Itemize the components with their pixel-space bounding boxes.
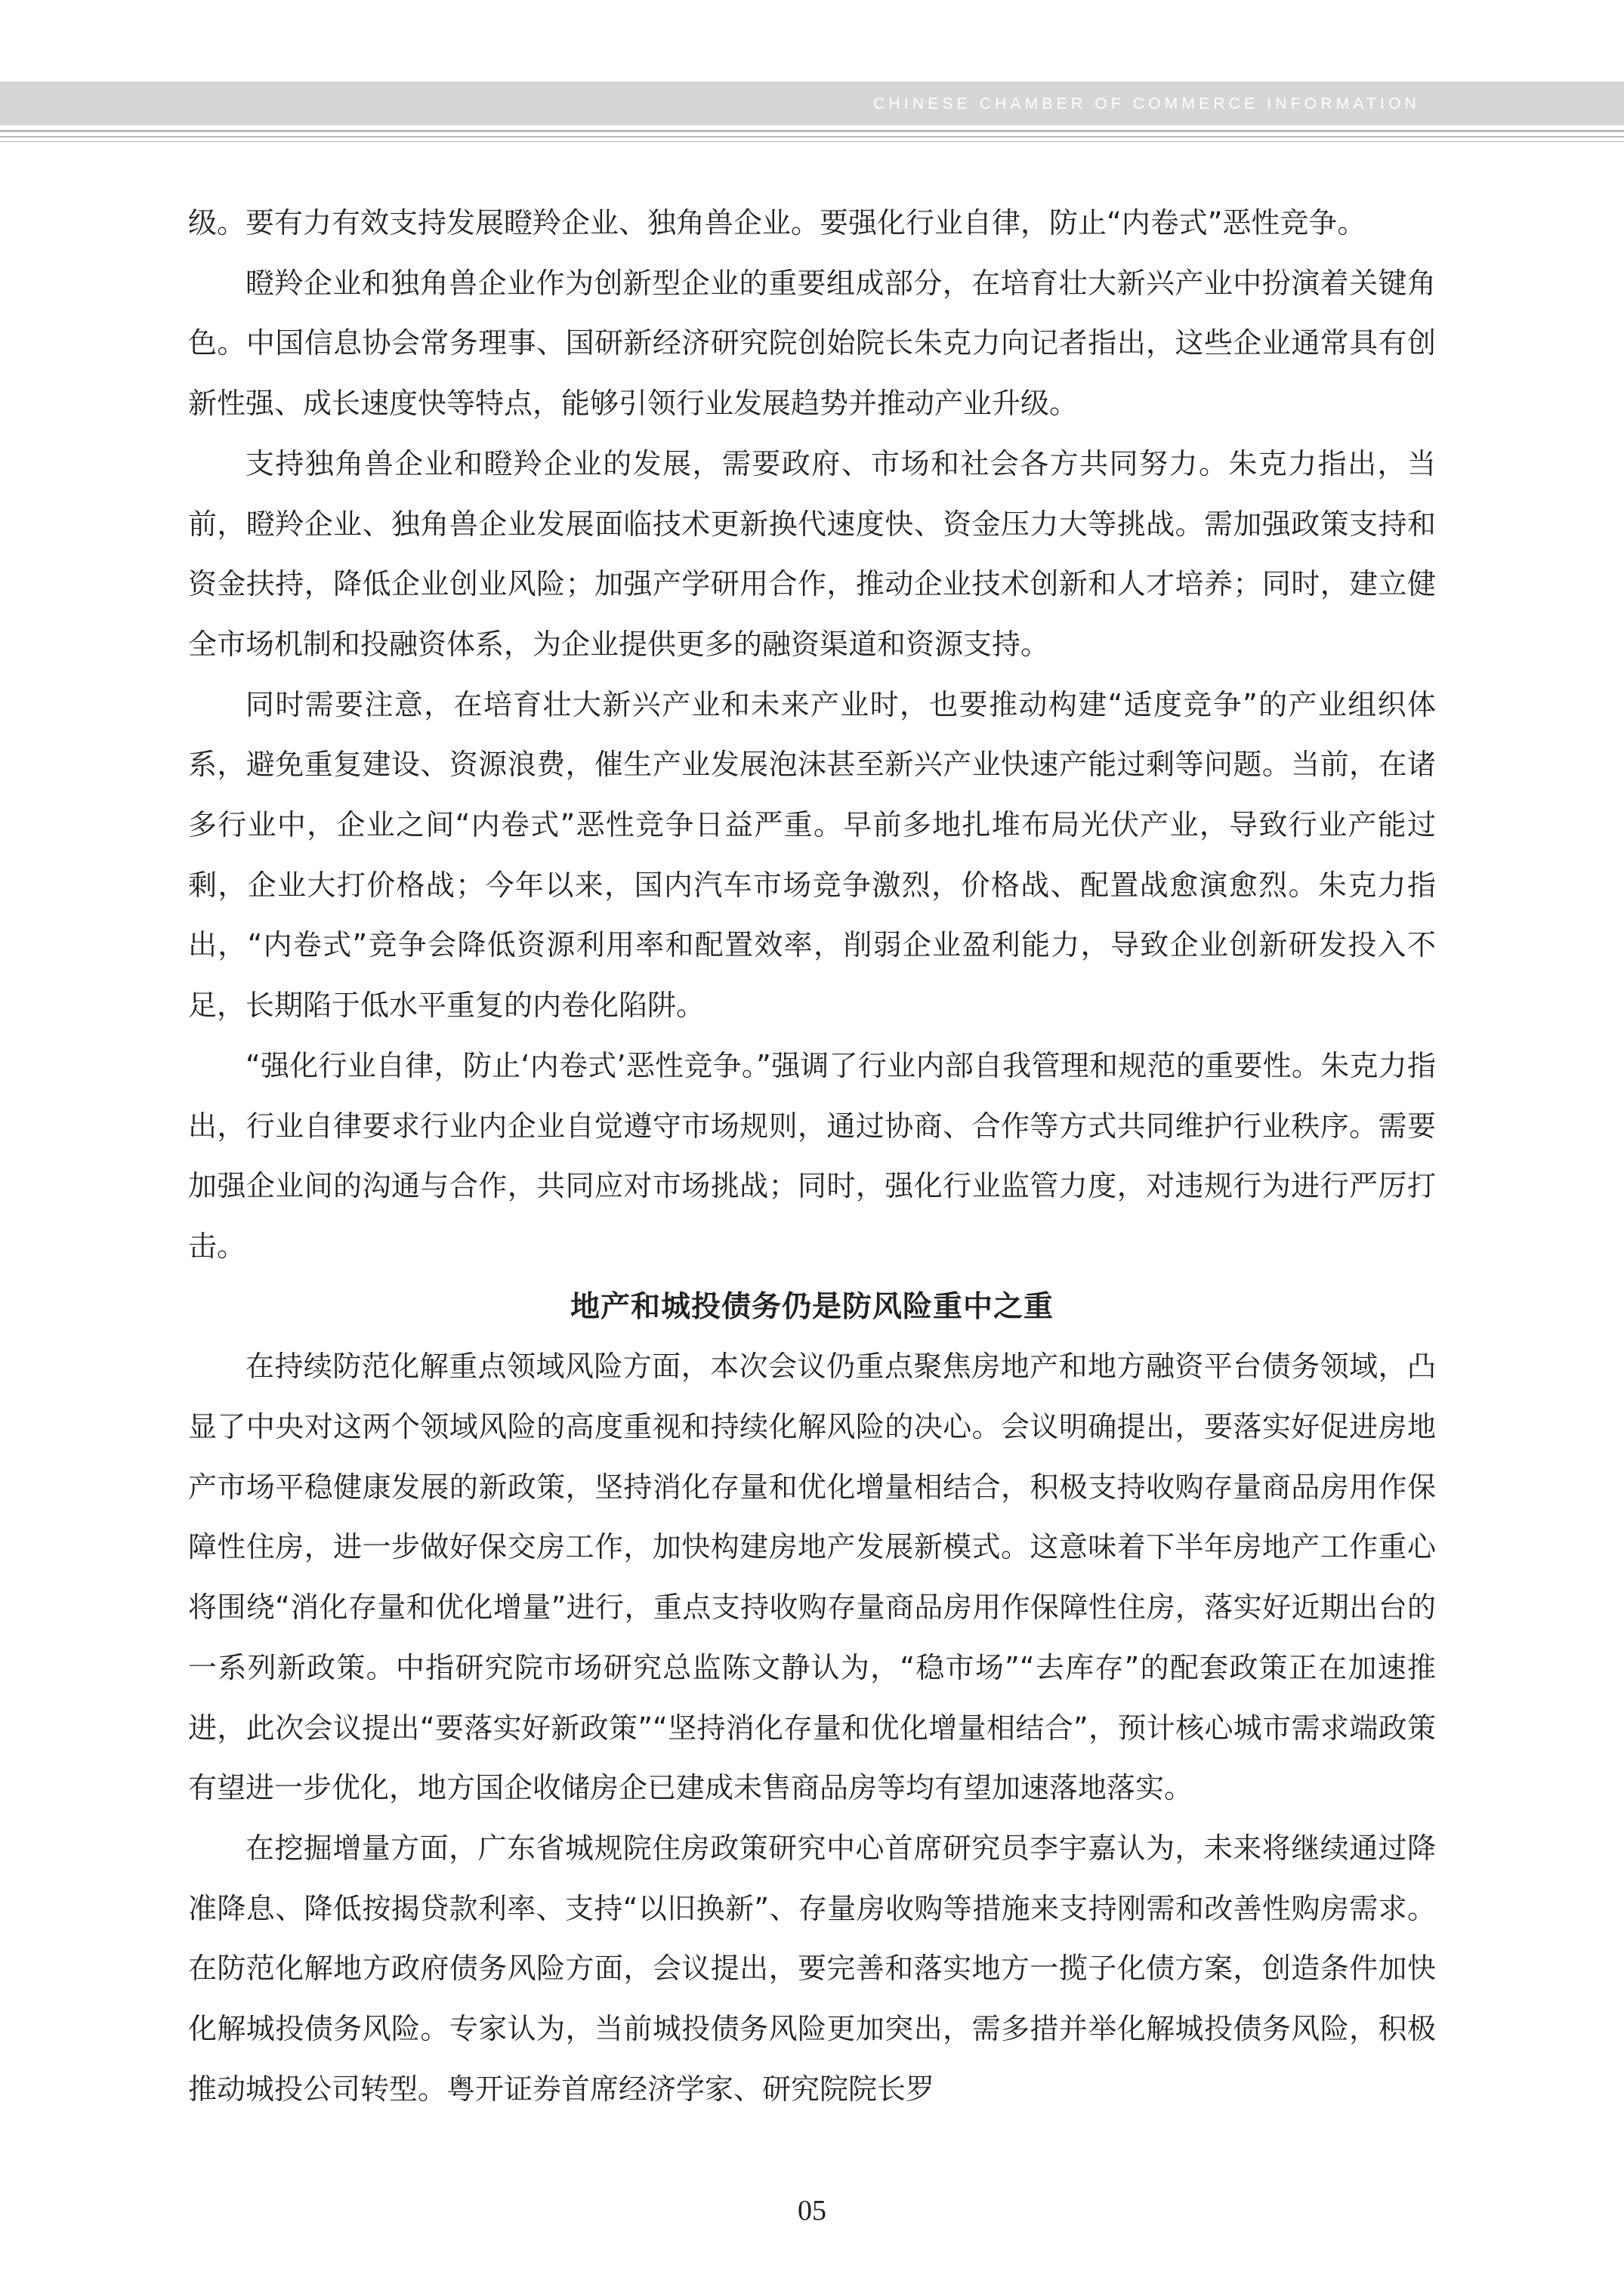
header-rule <box>0 136 1624 137</box>
page-number: 05 <box>798 2195 826 2227</box>
header-rule <box>0 130 1624 132</box>
paragraph: 同时需要注意，在培育壮大新兴产业和未来产业时，也要推动构建“适度竞争”的产业组织体系，避免重复建设、资源浪费，催生产业发展泡沫甚至新兴产业快速产能过剩等问题。当前，在诸多行业中，企业之间“内卷式”恶性竞争日益严重。早前多地扎堆布局光伏产业，导致行业产能过剩，企业大打价格战；今年以来，国内汽车市场竞争激烈，价格战、配置战愈演愈烈。朱克力指出，“内卷式”竞争会降低资源利用率和配置效率，削弱企业盈利能力，导致企业创新研发投入不足，长期陷于低水平重复的内卷化陷阱。 <box>188 687 1436 1023</box>
paragraph: “强化行业自律，防止‘内卷式’恶性竞争。”强调了行业内部自我管理和规范的重要性。朱克力指出，行业自律要求行业内企业自觉遵守市场规则，通过协商、合作等方式共同维护行业秩序。需要加强企业间的沟通与合作，共同应对市场挑战；同时，强化行业监管力度，对违规行为进行严厉打击。 <box>188 1048 1436 1263</box>
section-heading: 地产和城投债务仍是防风险重中之重 <box>570 1289 1054 1324</box>
paragraph: 支持独角兽企业和瞪羚企业的发展，需要政府、市场和社会各方共同努力。朱克力指出，当前，瞪羚企业、独角兽企业发展面临技术更新换代速度快、资金压力大等挑战。需加强政策支持和资金扶持，降低企业创业风险；加强产学研用合作，推动企业技术创新和人才培养；同时，建立健全市场机制和投融资体系，为企业提供更多的融资渠道和资源支持。 <box>188 446 1436 661</box>
publication-title: CHINESE CHAMBER OF COMMERCE INFORMATION <box>873 95 1420 113</box>
paragraph: 级。要有力有效支持发展瞪羚企业、独角兽企业。要强化行业自律，防止“内卷式”恶性竞争。 <box>188 206 1366 239</box>
paragraph: 在持续防范化解重点领域风险方面，本次会议仍重点聚焦房地产和地方融资平台债务领域，凸显了中央对这两个领域风险的高度重视和持续化解风险的决心。会议明确提出，要落实好促进房地产市场平稳健康发展的新政策，坚持消化存量和优化增量相结合，积极支持收购存量商品房用作保障性住房，进一步做好保交房工作，加快构建房地产发展新模式。这意味着下半年房地产工作重心将围绕“消化存量和优化增量”进行，重点支持收购存量商品房用作保障性住房，落实好近期出台的一系列新政策。中指研究院市场研究总监陈文静认为，“稳市场”“去库存”的配套政策正在加速推进，此次会议提出“要落实好新政策”“坚持消化存量和优化增量相结合”，预计核心城市需求端政策有望进一步优化，地方国企收储房企已建成未售商品房等均有望加速落地落实。 <box>188 1350 1436 1805</box>
header-rule <box>0 141 1624 142</box>
article-body <box>188 193 1436 2120</box>
paragraph: 在挖掘增量方面，广东省城规院住房政策研究中心首席研究员李宇嘉认为，未来将继续通过降准降息、降低按揭贷款利率、支持“以旧换新”、存量房收购等措施来支持刚需和改善性购房需求。在防范化解地方政府债务风险方面，会议提出，要完善和落实地方一揽子化债方案，创造条件加快化解城投债务风险。专家认为，当前城投债务风险更加突出，需多措并举化解城投债务风险，积极推动城投公司转型。粤开证券首席经济学家、研究院院长罗 <box>188 1831 1436 2106</box>
paragraph: 瞪羚企业和独角兽企业作为创新型企业的重要组成部分，在培育壮大新兴产业中扮演着关键角色。中国信息协会常务理事、国研新经济研究院创始院长朱克力向记者指出，这些企业通常具有创新性强、成长速度快等特点，能够引领行业发展趋势并推动产业升级。 <box>188 266 1436 421</box>
